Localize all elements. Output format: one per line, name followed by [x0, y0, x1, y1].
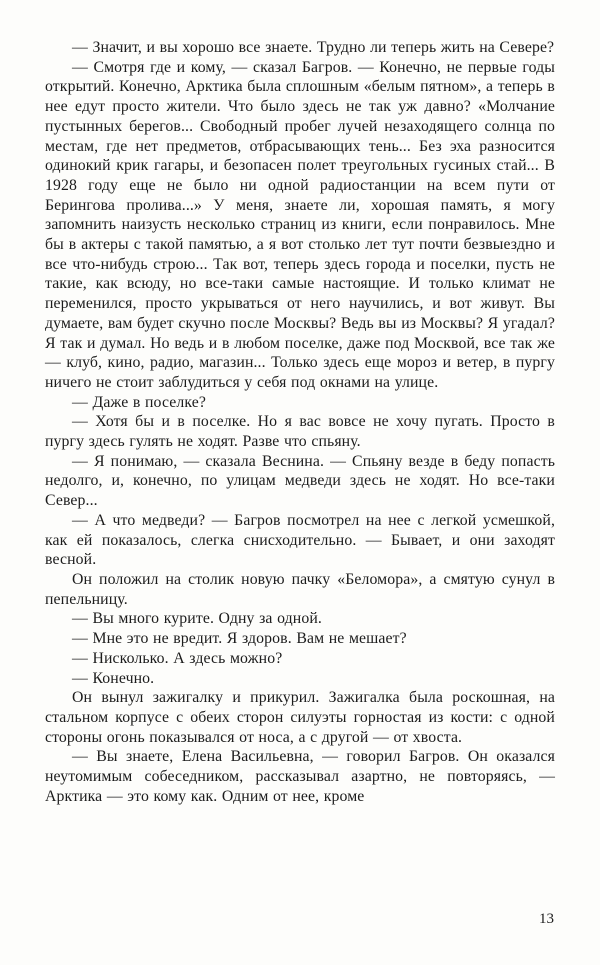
paragraph: — Мне это не вредит. Я здоров. Вам не мешает?	[72, 630, 407, 648]
page-text	[45, 38, 555, 806]
paragraph: — Конечно.	[72, 669, 155, 687]
paragraph: — Даже в поселке?	[72, 393, 206, 411]
paragraph: — Вы знаете, Елена Васильевна, — говорил Багров. Он оказался неутомимым собеседником, рассказывал азартно, не повторяясь, — Арктика — это кому как. Одним от нее, кроме	[45, 748, 555, 805]
paragraph: — Значит, и вы хорошо все знаете. Трудно ли теперь жить на Севере?	[72, 39, 555, 56]
paragraph: — Нисколько. А здесь можно?	[72, 649, 283, 667]
paragraph: — Хотя бы и в поселке. Но я вас вовсе не хочу пугать. Просто в пургу здесь гулять не ходят. Разве что спьяну.	[45, 413, 555, 451]
paragraph: Он положил на столик новую пачку «Беломора», а смятую сунул в пепельницу.	[45, 570, 555, 608]
paragraph: — Я понимаю, — сказала Веснина. — Спьяну везде в беду попасть недолго, и, конечно, по улицам медведи здесь не ходят. Но все-таки Север...	[45, 452, 555, 510]
paragraph: — А что медведи? — Багров посмотрел на нее с легкой усмешкой, как ей показалось, слегка снисходительно. — Бывает, и они заходят весной.	[45, 511, 555, 569]
page-number: 13	[539, 911, 554, 927]
paragraph: Он вынул зажигалку и прикурил. Зажигалка была роскошная, на стальном корпусе с обеих сторон силуэты горностая из кости: с одной стороны огонь показывался от носа, а с другой — от хвоста.	[45, 689, 555, 746]
paragraph: — Смотря где и кому, — сказал Багров. — Конечно, не первые годы открытий. Конечно, Арктика была сплошным «белым пятном», а теперь в нее едут просто жители. Что было здесь не так уж давно? «Молчание пустынных берегов... Свободный пробег лучей незаходящего солнца по местам, где нет предметов, отбрасывающих тень... Без эха разносится одинокий крик гагары, и безопасен полет треугольных гусиных стай... В 1928 году еще не было ни одной радиостанции на всем пути от Берингова пролива...» У меня, знаете ли, хорошая память, я могу запомнить наизусть несколько страниц из книги, если понравилось. Мне бы в актеры с такой памятью, а я вот столько лет тут почти безвыездно и все что-нибудь строю... Так вот, теперь здесь города и поселки, пусть не такие, как всюду, но все-таки самые настоящие. И только климат не переменился, просто укрываться от него научились, и вот живут. Вы думаете, вам будет скучно после Москвы? Ведь вы из Москвы? Я угадал? Я так и думал. Но ведь и в любом поселке, даже под Москвой, все так же — клуб, кино, радио, магазин... Только здесь еще мороз и ветер, в пургу ничего не стоит заблудиться у себя под окнами на улице.	[45, 58, 555, 391]
paragraph: — Вы много курите. Одну за одной.	[72, 610, 322, 628]
